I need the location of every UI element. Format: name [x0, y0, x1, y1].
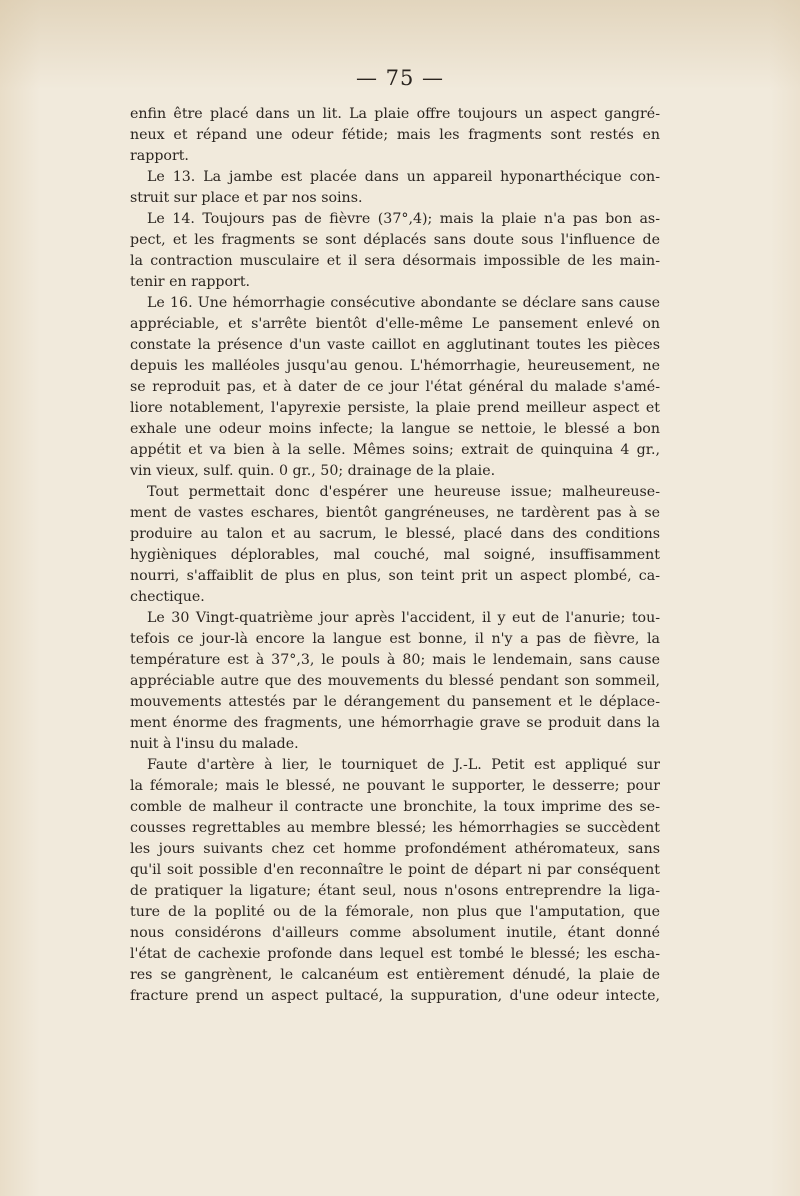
text-line: produire au talon et au sacrum, le blessé, placé dans des conditions — [130, 526, 660, 542]
text-line: l'état de cachexie profonde dans lequel est tombé le blessé; les escha- — [130, 946, 660, 962]
text-line: la contraction musculaire et il sera désormais impossible de les main- — [130, 253, 660, 269]
text-line: nuit à l'insu du malade. — [130, 736, 299, 752]
text-line: fracture prend un aspect pultacé, la suppuration, d'une odeur intecte, — [130, 988, 660, 1004]
text-line: constate la présence d'un vaste caillot en agglutinant toutes les pièces — [130, 337, 660, 353]
text-line: depuis les malléoles jusqu'au genou. L'hémorrhagie, heureusement, ne — [130, 358, 660, 374]
text-line: neux et répand une odeur fétide; mais les fragments sont restés en — [130, 127, 660, 143]
text-line: cousses regrettables au membre blessé; les hémorrhagies se succèdent — [130, 820, 660, 836]
text-line: tefois ce jour-là encore la langue est bonne, il n'y a pas de fièvre, la — [130, 631, 660, 647]
text-line: les jours suivants chez cet homme profondément athéromateux, sans — [130, 841, 660, 857]
text-line: pect, et les fragments se sont déplacés sans doute sous l'influence de — [130, 232, 660, 248]
text-line: appétit et va bien à la selle. Mêmes soins; extrait de quinquina 4 gr., — [130, 442, 660, 458]
text-line: ture de la poplité ou de la fémorale, non plus que l'amputation, que — [130, 904, 660, 920]
text-line: nourri, s'affaiblit de plus en plus, son teint prit un aspect plombé, ca- — [130, 568, 660, 584]
text-line: exhale une odeur moins infecte; la langue se nettoie, le blessé a bon — [130, 421, 660, 437]
text-line: Le 14. Toujours pas de fièvre (37°,4); mais la plaie n'a pas bon as- — [147, 211, 660, 227]
text-line: nous considérons d'ailleurs comme absolument inutile, étant donné — [130, 925, 660, 941]
text-line: liore notablement, l'apyrexie persiste, la plaie prend meilleur aspect et — [130, 400, 660, 416]
text-line: struit sur place et par nos soins. — [130, 190, 363, 206]
body-text — [130, 104, 660, 1007]
text-line: Le 30 Vingt-quatrième jour après l'accident, il y eut de l'anurie; tou- — [147, 610, 660, 626]
text-line: rapport. — [130, 148, 189, 164]
text-line: ment de vastes eschares, bientôt gangréneuses, ne tardèrent pas à se — [130, 505, 660, 521]
text-line: appréciable autre que des mouvements du blessé pendant son sommeil, — [130, 673, 660, 689]
text-line: qu'il soit possible d'en reconnaître le point de départ ni par conséquent — [130, 862, 660, 878]
text-line: res se gangrènent, le calcanéum est entièrement dénudé, la plaie de — [130, 967, 660, 983]
text-line: mouvements attestés par le dérangement du pansement et le déplace- — [130, 694, 660, 710]
text-line: hygièniques déplorables, mal couché, mal soigné, insuffisamment — [130, 547, 660, 563]
text-line: de pratiquer la ligature; étant seul, nous n'osons entreprendre la liga- — [130, 883, 660, 899]
text-line: Le 13. La jambe est placée dans un appareil hyponarthécique con- — [147, 169, 660, 185]
text-line: comble de malheur il contracte une bronchite, la toux imprime des se- — [130, 799, 660, 815]
text-line: chectique. — [130, 589, 205, 605]
text-line: appréciable, et s'arrête bientôt d'elle-même Le pansement enlevé on — [130, 316, 660, 332]
text-line: enfin être placé dans un lit. La plaie offre toujours un aspect gangré- — [130, 106, 660, 122]
text-line: vin vieux, sulf. quin. 0 gr., 50; drainage de la plaie. — [130, 463, 496, 479]
text-line: ment énorme des fragments, une hémorrhagie grave se produit dans la — [130, 715, 660, 731]
text-line: la fémorale; mais le blessé, ne pouvant le supporter, le desserre; pour — [130, 778, 660, 794]
text-line: Tout permettait donc d'espérer une heureuse issue; malheureuse- — [147, 484, 660, 500]
text-line: se reproduit pas, et à dater de ce jour l'état général du malade s'amé- — [130, 379, 660, 395]
text-line: température est à 37°,3, le pouls à 80; mais le lendemain, sans cause — [130, 652, 660, 668]
text-line: tenir en rapport. — [130, 274, 251, 290]
text-line: Le 16. Une hémorrhagie consécutive abondante se déclare sans cause — [147, 295, 660, 311]
page-number: — 75 — — [355, 66, 445, 90]
text-line: Faute d'artère à lier, le tourniquet de J.-L. Petit est appliqué sur — [147, 757, 660, 773]
